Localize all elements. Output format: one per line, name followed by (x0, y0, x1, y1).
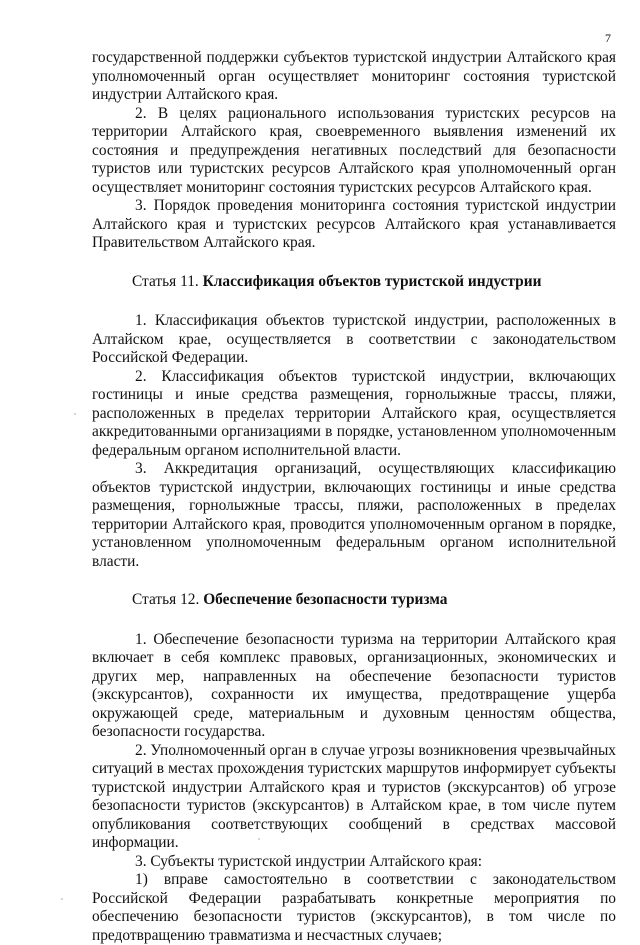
article-12-paragraph: 3. Субъекты туристской индустрии Алтайского края: (135, 852, 482, 870)
article-11-title: Классификация объектов туристской индустрии (202, 272, 542, 290)
scan-speck (258, 838, 260, 840)
spacer (92, 253, 616, 273)
spacer (92, 610, 616, 631)
article-11-paragraph: 3. Аккредитация организаций, осуществляющих классификацию объектов туристской индустрии, включающих гостиницы и иные средства размещения, горнолыжные трассы, пляжи, расположенных в пределах территории Алтайского края, проводится уполномоченным органом в порядке, установленном уполномоченным федеральным органом исполнительной власти. (92, 460, 616, 570)
article-12-paragraph: 2. Уполномоченный орган в случае угрозы возникновения чрезвычайных ситуаций в местах прохождения туристских маршрутов информирует субъекты туристской индустрии Алтайского края и туристов (экскурсантов) об угрозе безопасности туристов (экскурсантов) в Алтайском крае, в том числе путем опубликования соответствующих сообщений в средствах массовой информации. (92, 741, 616, 851)
scan-speck (74, 413, 76, 415)
paragraph-continuation: государственной поддержки субъектов туристской индустрии Алтайского края уполномоченный орган осуществляет мониторинг состояния туристской индустрии Алтайского края. (92, 49, 616, 103)
paragraph: 3. Порядок проведения мониторинга состояния туристской индустрии Алтайского края и туристских ресурсов Алтайского края устанавливается Правительством Алтайского края. (92, 197, 616, 251)
article-12-prefix: Статья 12. (132, 591, 200, 608)
article-12-paragraph: 1. Обеспечение безопасности туризма на территории Алтайского края включает в себя комплекс правовых, организационных, экономических и других мер, направленных на обеспечение безопасности туристов (экскурсантов), сохранности их имущества, предотвращение ущерба окружающей среде, материальным и духовным ценностям общества, безопасности государства. (92, 630, 616, 740)
article-12-title: Обеспечение безопасности туризма (203, 591, 448, 608)
article-12-heading (92, 591, 616, 610)
article-11-heading (92, 273, 616, 292)
page-number: 7 (605, 31, 611, 45)
article-11-paragraph: 1. Классификация объектов туристской индустрии, расположенных в Алтайском крае, осуществляется в соответствии с законодательством Российской Федерации. (92, 312, 616, 366)
article-11-paragraph: 2. Классификация объектов туристской индустрии, включающих гостиницы и иные средства размещения, горнолыжные трассы, пляжи, расположенных в пределах территории Алтайского края, осуществляется аккредитованными организациями в порядке, установленном уполномоченным федеральным органом исполнительной власти. (92, 367, 616, 459)
spacer (92, 291, 616, 312)
paragraph: 2. В целях рационального использования туристских ресурсов на территории Алтайского края, своевременного выявления изменений их состояния и предупреждения негативных последствий для безопасности туристов или туристских ресурсов Алтайского края уполномоченный орган осуществляет мониторинг состояния туристских ресурсов Алтайского края. (92, 104, 616, 196)
article-11-prefix: Статья 11. (132, 272, 199, 290)
document-body (92, 49, 616, 945)
article-12-paragraph: 1) вправе самостоятельно в соответствии с законодательством Российской Федерации разрабатывать конкретные мероприятия по обеспечению безопасности туристов (экскурсантов), в том числе по предотвращению травматизма и несчастных случаев; (92, 871, 616, 944)
spacer (92, 571, 616, 591)
scan-speck (61, 898, 63, 900)
